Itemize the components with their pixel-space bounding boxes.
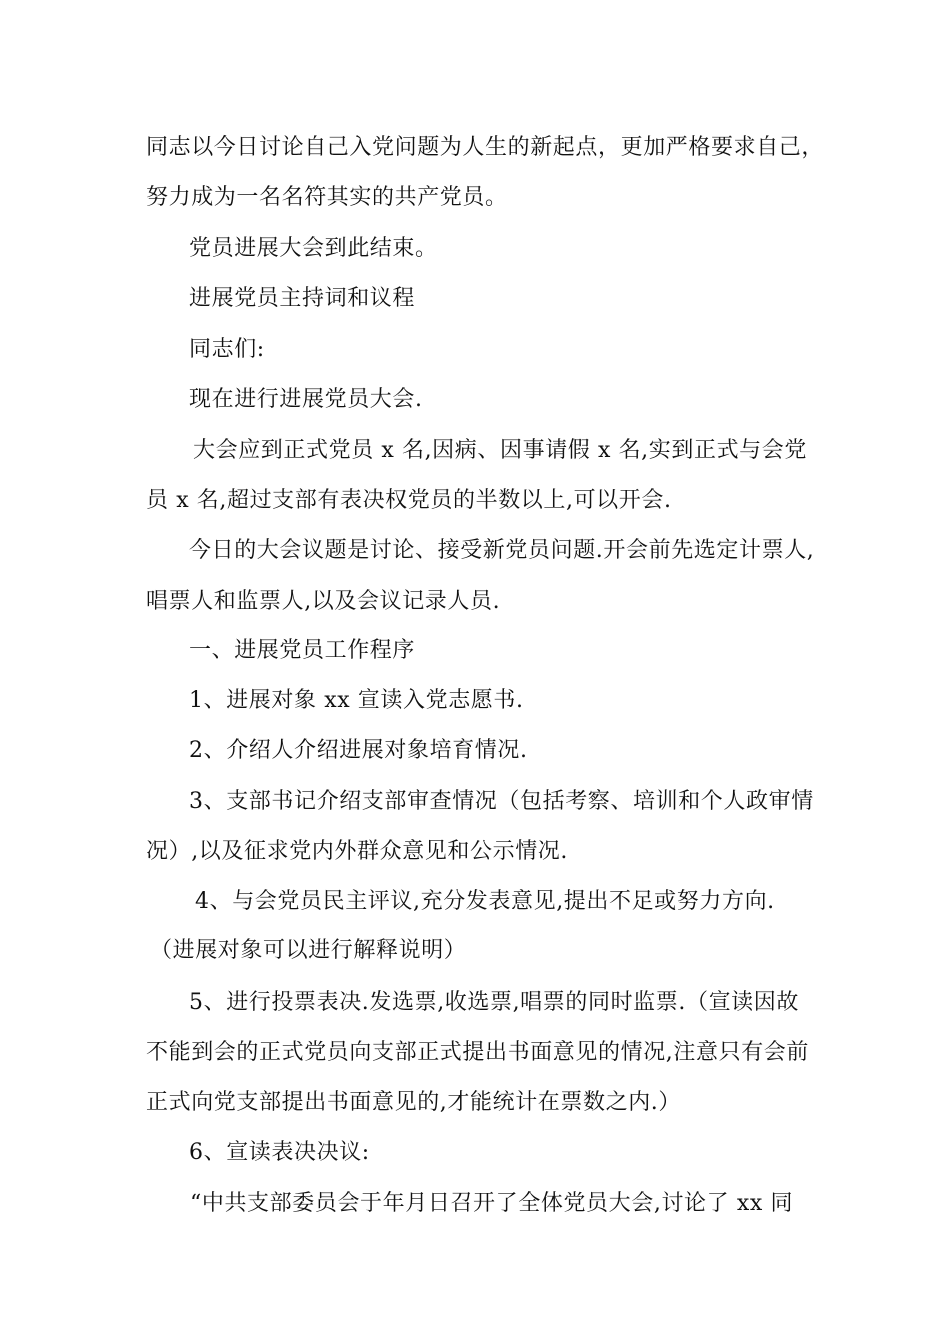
- list-item: 2、介绍人介绍进展对象培育情况.: [189, 738, 528, 763]
- text-line: 大会应到正式党员 x 名,因病、因事请假 x 名,实到正式与会党: [193, 438, 807, 463]
- list-item: 4、与会党员民主评议,充分发表意见,提出不足或努力方向.: [195, 889, 775, 914]
- text-line: 同志们:: [189, 337, 265, 362]
- text-line: 现在进行进展党员大会.: [189, 387, 423, 412]
- text-line: 今日的大会议题是讨论、接受新党员问题.开会前先选定计票人,: [189, 538, 815, 563]
- text-line: 同志以今日讨论自己入党问题为人生的新起点，更加严格要求自己，: [146, 135, 825, 160]
- list-item: 6、宣读表决决议:: [189, 1140, 370, 1165]
- list-item: 3、支部书记介绍支部审查情况（包括考察、培训和个人政审情: [189, 789, 814, 814]
- list-item-continuation: 况）,以及征求党内外群众意见和公示情况.: [146, 839, 568, 864]
- list-item-continuation: 不能到会的正式党员向支部正式提出书面意见的情况,注意只有会前: [146, 1040, 809, 1065]
- list-item-continuation: 正式向党支部提出书面意见的,才能统计在票数之内.）: [146, 1090, 681, 1115]
- list-item-continuation: （进展对象可以进行解释说明）: [150, 938, 467, 963]
- section-heading: 一、进展党员工作程序: [189, 638, 416, 663]
- section-heading: 进展党员主持词和议程: [189, 286, 416, 311]
- text-line: 唱票人和监票人,以及会议记录人员.: [146, 589, 501, 614]
- text-line: 员 x 名,超过支部有表决权党员的半数以上,可以开会.: [146, 488, 672, 513]
- list-item: 1、进展对象 xx 宣读入党志愿书.: [189, 688, 524, 713]
- quote-line: “中共支部委员会于年月日召开了全体党员大会,讨论了 xx 同: [190, 1191, 794, 1216]
- list-item: 5、进行投票表决.发选票,收选票,唱票的同时监票.（宣读因故: [189, 990, 799, 1015]
- text-line: 党员进展大会到此结束。: [189, 236, 438, 261]
- text-line: 努力成为一名名符其实的共产党员。: [146, 185, 508, 210]
